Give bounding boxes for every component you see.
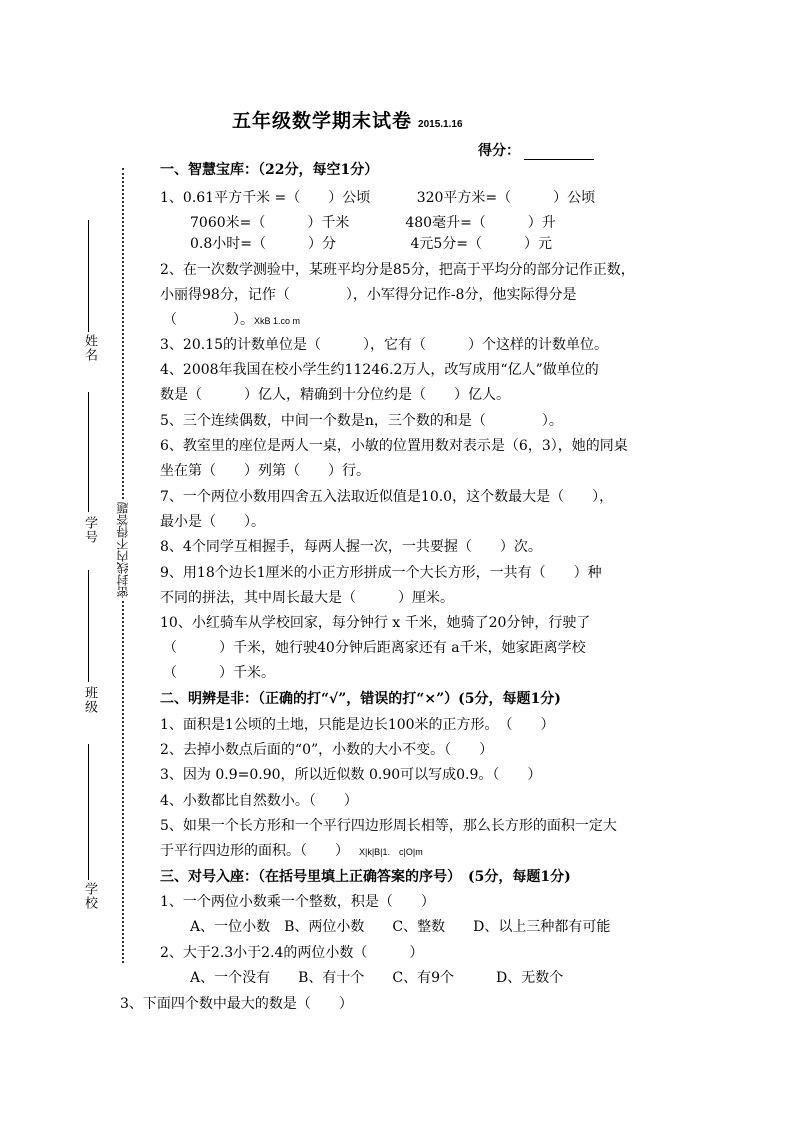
title-row	[232, 106, 463, 133]
q9-line-1: 9、用18个边长1厘米的小正方形拼成一个大长方形，一共有（ ）种	[160, 565, 602, 581]
s3-q1: 1、一个两位小数乘一个整数，积是（ ）	[160, 894, 435, 910]
s2-q1: 1、面积是1公顷的土地，只能是边长100米的正方形。 （ ）	[160, 717, 555, 733]
s2-q3: 3、因为 0.9=0.90，所以近似数 0.90可以写成0.9。（ ）	[160, 767, 542, 783]
label-school: 学校	[82, 882, 97, 910]
q10-line-1: 10、小红骑车从学校回家，每分钟行 x 千米，她骑了20分钟，行驶了	[160, 615, 591, 631]
q2-line-2: 小丽得98分，记作（ ），小军得分记作-8分，他实际得分是	[160, 287, 577, 303]
label-student-id: 学号	[82, 516, 97, 544]
s2-q5-text: 于平行四边形的面积。（ ）	[160, 843, 349, 859]
page-title: 五年级数学期末试卷	[232, 110, 413, 132]
q4-line-2: 数是（ ）亿人，精确到十分位约是（ ）亿人。	[160, 387, 510, 403]
q10-line-3: （ ）千米。	[163, 665, 275, 681]
q2-line-3	[163, 312, 300, 329]
watermark-2: X|k|B|1. c|O|m	[359, 847, 423, 857]
watermark-1: XkB 1.co m	[254, 316, 301, 326]
q10-line-2: （ ）千米，她行驶40分钟后距离家还有 a千米，她家距离学校	[163, 640, 586, 656]
school-underline	[88, 744, 90, 880]
q1-line-1: 1、0.61平方千米 =（ ）公顷 320平方米=（ ）公顷	[160, 190, 596, 206]
s2-q5-line-2	[160, 843, 423, 860]
q8-line: 8、4个同学互相握手，每两人握一次，一共要握（ ）次。	[160, 539, 542, 555]
student-id-underline	[88, 392, 90, 512]
q2-line-1: 2、在一次数学测验中，某班平均分是85分，把高于平均分的部分记作正数，	[160, 262, 635, 278]
section-3-heading: 三、对号入座：（在括号里填上正确答案的序号） (5分，每题1分)	[160, 869, 571, 885]
seal-notice: 密封线内不得答题	[116, 502, 130, 598]
q9-line-2: 不同的拼法，其中周长最大是（ ）厘米。	[160, 590, 454, 606]
q6-line-2: 坐在第（ ）列第（ ）行。	[160, 463, 370, 479]
label-class: 班级	[82, 686, 97, 714]
score-blank[interactable]	[524, 145, 594, 160]
s2-q5-line-1: 5、如果一个长方形和一个平行四边形周长相等，那么长方形的面积一定大	[160, 818, 617, 834]
q4-line-1: 4、2008年我国在校小学生约11246.2万人，改写成用“亿人”做单位的	[160, 362, 599, 378]
q1-line-2: 7060米=（ ）千米 480毫升=（ ）升	[190, 215, 556, 231]
q1-line-3: 0.8小时=（ ）分 4元5分=（ ）元	[190, 236, 552, 252]
class-underline	[88, 570, 90, 682]
name-underline	[88, 220, 90, 332]
q6-line-1: 6、教室里的座位是两人一桌，小敏的位置用数对表示是（6，3），她的同桌	[160, 438, 628, 454]
q7-line-1: 7、一个两位小数用四舍五入法取近似值是10.0，这个数最大是（ ），	[160, 489, 614, 505]
exam-date: 2015.1.16	[418, 119, 463, 130]
s3-q1-options: A、一位小数 B、两位小数 C、整数 D、以上三种都有可能	[190, 919, 611, 935]
q7-line-2: 最小是（ ）。	[160, 514, 265, 530]
s3-q3: 3、下面四个数中最大的数是（ ）	[120, 996, 353, 1012]
q5-line: 5、三个连续偶数，中间一个数是n，三个数的和是（ ）。	[160, 413, 563, 429]
q2-answer-blank: （ ）。	[163, 312, 254, 328]
label-name: 姓名	[82, 334, 97, 362]
s3-q2-options: A、一个没有 B、有十个 C、有9个 D、无数个	[190, 970, 564, 986]
score-label: 得分：	[478, 143, 520, 159]
section-2-heading: 二、明辨是非：（正确的打“√”，错误的打“×”）(5分，每题1分)	[160, 691, 561, 707]
s2-q2: 2、去掉小数点后面的“0”，小数的大小不变。（ ）	[160, 742, 494, 758]
q3-line: 3、20.15的计数单位是（ ），它有（ ）个这样的计数单位。	[160, 337, 608, 353]
score-field[interactable]	[478, 140, 594, 160]
s2-q4: 4、小数都比自然数小。（ ）	[160, 793, 358, 809]
section-1-heading: 一、智慧宝库：（22分，每空1分）	[160, 162, 379, 178]
s3-q2: 2、大于2.3小于2.4的两位小数（ ）	[160, 945, 424, 961]
